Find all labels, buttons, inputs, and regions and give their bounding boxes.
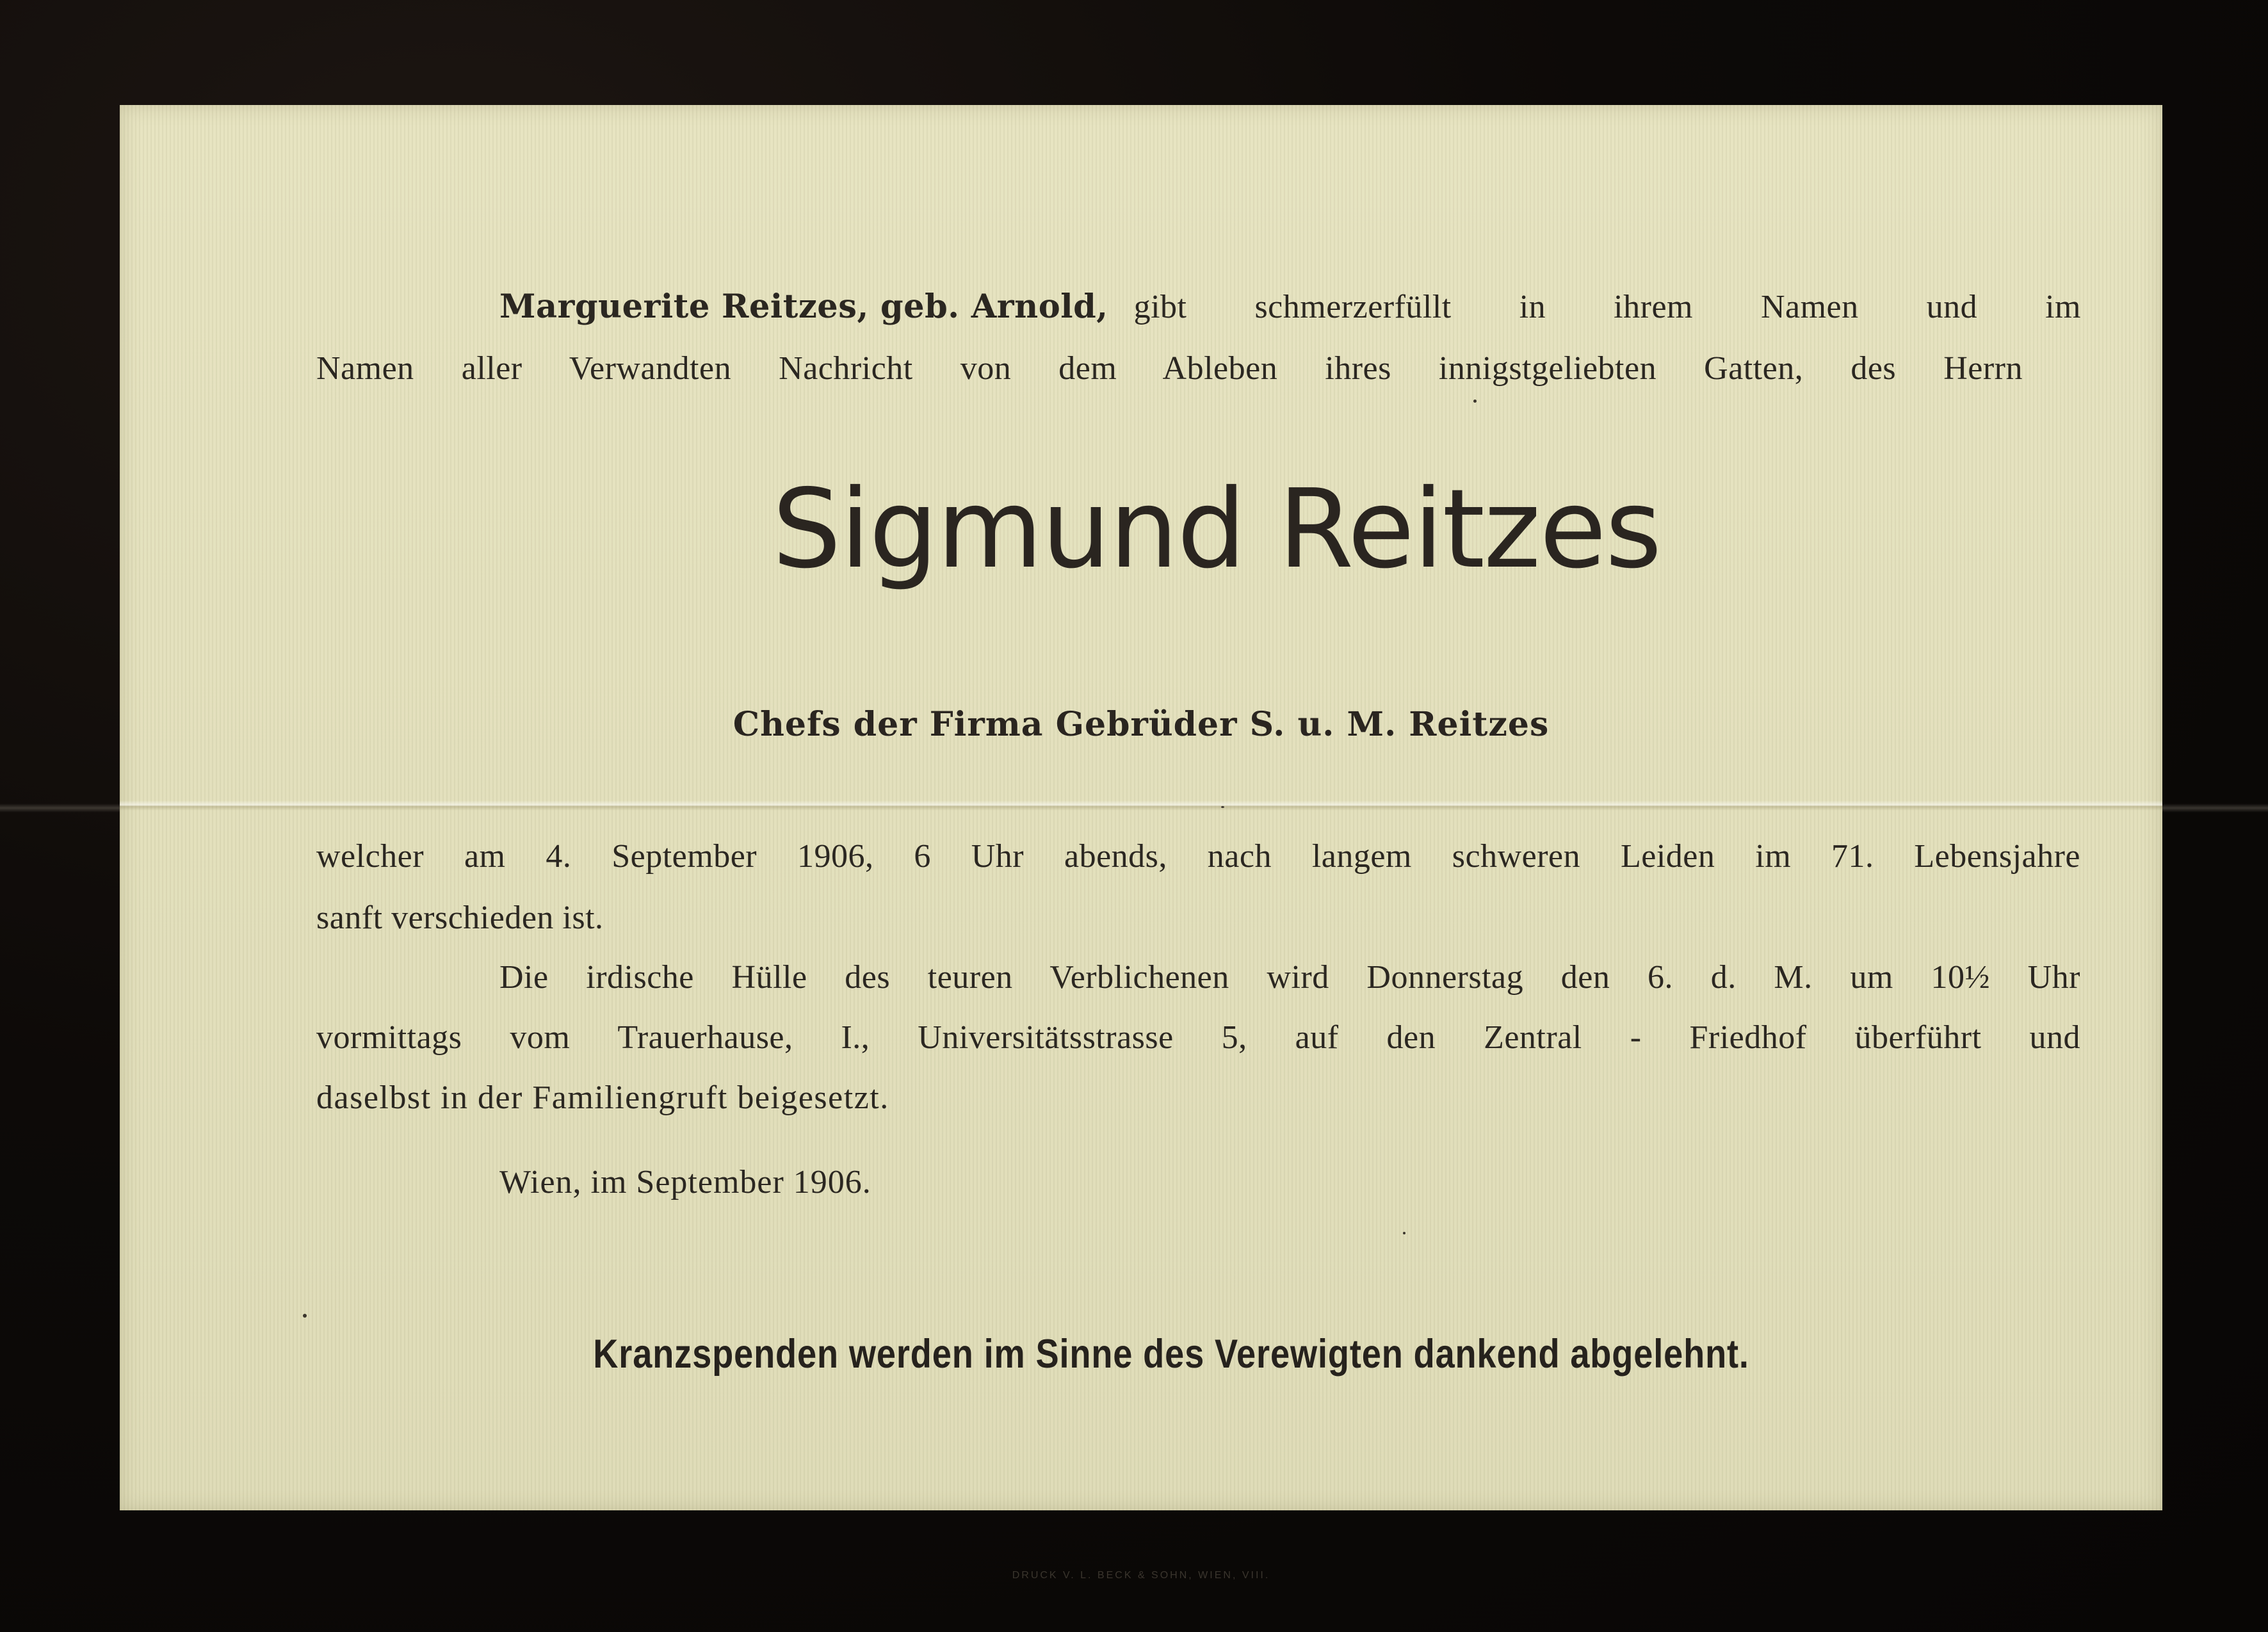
intro-line-2: Namen aller Verwandten Nachricht von dem Ableben ihres innigstgeliebten Gatten, des Herrn — [316, 350, 2023, 387]
funeral-line-1: Die irdische Hülle des teuren Verblichenen wird Donnerstag den 6. d. M. um 10½ Uhr — [499, 959, 2080, 996]
deceased-role: Chefs der Firma Gebrüder S. u. M. Reitzes — [733, 705, 1550, 744]
paper-fold-crease — [120, 800, 2162, 811]
place-date: Wien, im September 1906. — [499, 1164, 871, 1200]
paper-speck — [1473, 400, 1477, 403]
intro-text: gibt schmerzerfüllt in ihrem Namen und im — [1133, 289, 2081, 325]
funeral-line-2: vormittags vom Trauerhause, I., Universitätsstrasse 5, auf den Zentral - Friedhof überführt und — [316, 1019, 2080, 1056]
paper-speck — [1403, 1232, 1405, 1234]
death-line-1: welcher am 4. September 1906, 6 Uhr abends, nach langem schweren Leiden im 71. Lebensjahre — [316, 838, 2080, 875]
death-line-2: sanft verschieden ist. — [316, 900, 604, 936]
deceased-name: Sigmund Reitzes — [772, 466, 1661, 593]
paper-speck — [303, 1314, 307, 1318]
wreath-note: Kranzspenden werden im Sinne des Verewigten dankend abgelehnt. — [593, 1332, 1749, 1377]
widow-name: Marguerite Reitzes, geb. Arnold, — [499, 287, 1108, 326]
paper-speck — [1221, 806, 1224, 808]
mourning-notice-sheet — [120, 105, 2162, 1581]
funeral-line-3: daselbst in der Familiengruft beigesetzt. — [316, 1079, 889, 1116]
printer-imprint: DRUCK V. L. BECK & SOHN, WIEN, VIII. — [1012, 1570, 1270, 1581]
intro-line-1 — [499, 287, 2081, 326]
